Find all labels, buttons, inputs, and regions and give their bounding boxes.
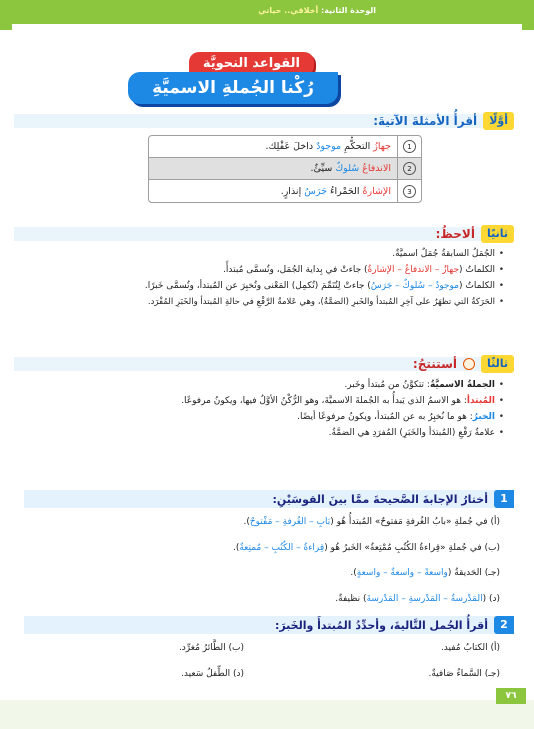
exercise2-item-b: (ب) الطَّائرُ مُغرِّد. bbox=[178, 643, 244, 653]
lesson-title bbox=[118, 52, 338, 112]
section2-list bbox=[34, 246, 504, 310]
section1-header bbox=[373, 112, 514, 130]
exercise1-q1: (أ) في جُملةِ «بابُ الغُرفةِ مَفتوحٌ» المُبتدأُ هُو (بَابِ – الغُرفةِ – مَفْتوحٌ). bbox=[243, 517, 500, 527]
conclusion-item: • الجملةُ الاسميَّةُ: تتكوَّنُ من مُبتدأ وخَبر. bbox=[34, 377, 504, 393]
example-index: 1 bbox=[397, 136, 421, 158]
unit-title: الوحدة الثانية: bbox=[321, 6, 376, 15]
example-row bbox=[149, 180, 421, 202]
section2-header bbox=[436, 225, 514, 243]
title-topic: رُكْنا الجُملةِ الاسميَّةِ bbox=[128, 72, 338, 104]
section3-number: ثالثًا bbox=[481, 355, 514, 373]
note-item: • الجُمَلُ السابقةُ جُمَلٌ اسميَّةٌ. bbox=[34, 246, 504, 262]
example-index: 3 bbox=[397, 180, 421, 202]
example-row bbox=[149, 136, 421, 158]
section2-heading: ألاحظُ: bbox=[435, 227, 475, 241]
example-sentence: جهازُ التحكُّمِ موجودٌ داخلَ عَقْلِك. bbox=[265, 141, 391, 152]
exercise1-heading: أختارُ الإجابةَ الصَّحيحةَ ممَّا بينَ القوسَيْنِ: bbox=[272, 492, 488, 506]
exercise1-number: 1 bbox=[494, 490, 514, 508]
exercise2-number: 2 bbox=[494, 616, 514, 634]
page-number: ٧٦ bbox=[496, 688, 526, 704]
example-row bbox=[149, 158, 421, 180]
note-item: • الكلماتُ (جهازُ – الاندفاعُ – الإشارةُ) جاءتْ في بِداية الجُمَل، وتُسمَّى مُبتدأً. bbox=[34, 262, 504, 278]
bottom-strip bbox=[0, 700, 534, 729]
section3-header bbox=[413, 355, 514, 373]
exercise2-item-c: (جـ) السَّماءُ صَافيةٌ. bbox=[428, 669, 500, 679]
exercise1-header bbox=[272, 490, 514, 508]
example-sentence: الإشارةُ الحَمْراءُ جَرَسُ إنذارٍ. bbox=[280, 185, 391, 197]
note-item: • الكلماتُ (موجودٌ – سُلوكٌ – جَرَسُ) جاءتْ لِتُتَمِّمَ (تُكمِل) المَعْنى وتُخبِرَ عن المُبتدأ، وتُسمَّى خَبرًا. bbox=[34, 278, 504, 294]
exercise2-item-d: (د) الطِّفلُ سَعيد. bbox=[181, 669, 244, 679]
example-index: 2 bbox=[397, 158, 421, 180]
conclusion-item: • علامةُ رَفْعِ (المُبتدَأ والخَبَرِ) المُفرَدِ هي الضمَّةُ. bbox=[34, 425, 504, 441]
exercise1-q4: (د) (المَدْرسةُ – المَدْرسةِ – المَدْرسةَ) نظيفةٌ. bbox=[335, 594, 500, 604]
examples-table bbox=[148, 135, 422, 203]
section1-number: أوَّلًا bbox=[483, 112, 514, 130]
note-item: • الحَرَكةُ التي تظهَرُ على آخِرِ المُبتدأ والخَبرِ (الضمَّةُ)، وهي عَلامةُ الرَّفْعِ في حالةِ المُبتدأ والخَبَرِ المُفْرَد. bbox=[34, 294, 504, 310]
exercise2-heading: أقرأُ الجُمل التَّاليةَ، وأحدِّدُ المُبتدأَ والخَبرَ: bbox=[274, 618, 488, 632]
section3-heading: أستنتجُ: bbox=[412, 357, 457, 371]
conclusion-item: • الخبرُ: هو ما نُخبِرُ به عن المُبتدأ، ويكونُ مرفوعًا أيضًا. bbox=[34, 409, 504, 425]
example-sentence: الاندفاعُ سُلوكٌ سيِّئٌ. bbox=[310, 163, 391, 174]
exercise1-q2: (ب) في جُملةِ «قِراءةُ الكُتُبِ مُمْتِعةٌ» الخَبرُ هُو (قِراءةُ – الكُتُبِ – مُمتِعةٌ). bbox=[232, 543, 500, 553]
clock-icon bbox=[463, 358, 475, 370]
conclusion-item: • المُبتدأ: هو الاسمُ الذي يَبدأُ به الجُملةَ الاسميَّةَ، وهو الرُّكْنُ الأوَّلُ فيها، ويكونُ مرفوعًا. bbox=[34, 393, 504, 409]
section2-number: ثانيًا bbox=[481, 225, 514, 243]
section3-list bbox=[34, 377, 504, 441]
unit-subtitle: أخلاقي.. حياتي bbox=[258, 6, 319, 15]
title-category: القواعد النحويَّة bbox=[189, 52, 314, 76]
exercise1-q3: (جـ) الحَديقةُ (واسعةً – واسعةٌ – واسعةٍ). bbox=[350, 568, 500, 578]
exercise2-item-a: (أ) الكتابُ مُفيد. bbox=[440, 643, 500, 653]
section1-heading: أقرأُ الأمثلةَ الآتيةَ: bbox=[373, 114, 478, 128]
exercise2-header bbox=[275, 616, 514, 634]
unit-label bbox=[258, 6, 376, 15]
